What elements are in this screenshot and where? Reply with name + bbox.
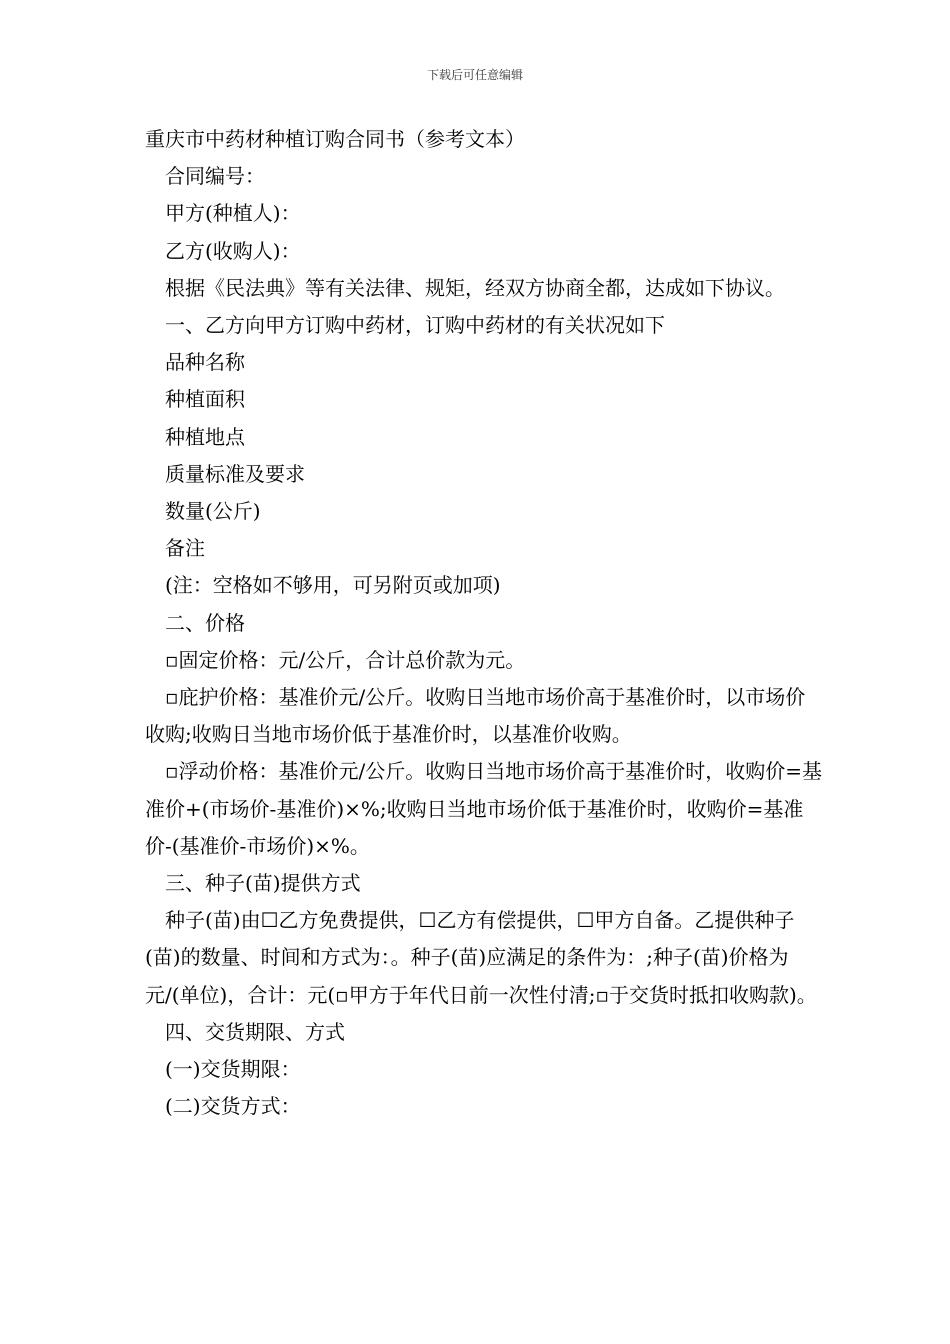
- delivery-method-line: (二)交货方式：: [165, 1094, 301, 1119]
- seed-supply-paragraph: 种子(苗)由☐乙方免费提供，☐乙方有偿提供，☐甲方自备。乙提供种子(苗)的数量、时间和方式为：。种子(苗)应满足的条件为：;种子(苗)价格为元/(单位)，合计：元(▫甲方于年代日前一次性付清;▫于交货时抵扣收购款)。: [145, 908, 817, 1007]
- item-quality-standard: 质量标准及要求: [165, 461, 305, 486]
- item-planting-area: 种植面积: [165, 387, 245, 412]
- contract-number-line: 合同编号：: [165, 164, 265, 189]
- document-title: 重庆市中药材种植订购合同书（参考文本）: [145, 127, 525, 151]
- price-option-protected: ▫庇护价格：基准价元/公斤。收购日当地市场价高于基准价时，以市场价收购;收购日当地市场价低于基准价时，以基准价收购。: [145, 685, 806, 747]
- item-quantity: 数量(公斤): [165, 499, 261, 524]
- document-body: [145, 121, 825, 1125]
- section-2-heading: 二、价格: [165, 610, 245, 635]
- party-a-line: 甲方(种植人)：: [165, 201, 301, 226]
- section-4-heading: 四、交货期限、方式: [165, 1019, 345, 1044]
- item-planting-location: 种植地点: [165, 424, 245, 449]
- preamble-paragraph: 根据《民法典》等有关法律、规矩，经双方协商全都，达成如下协议。: [165, 275, 785, 300]
- page-header-note: 下载后可任意编辑: [426, 68, 523, 82]
- item-remarks: 备注: [165, 536, 205, 561]
- item-variety-name: 品种名称: [165, 350, 245, 375]
- price-option-floating: ▫浮动价格：基准价元/公斤。收购日当地市场价高于基准价时，收购价=基准价+(市场价-基准价)×%;收购日当地市场价低于基准价时，收购价=基准价-(基准价-市场价)×%。: [145, 759, 823, 858]
- delivery-deadline-line: (一)交货期限：: [165, 1057, 301, 1082]
- party-b-line: 乙方(收购人)：: [165, 238, 301, 263]
- section-3-heading: 三、种子(苗)提供方式: [165, 871, 361, 896]
- price-option-fixed: ▫固定价格：元/公斤，合计总价款为元。: [165, 647, 526, 672]
- section-1-note: (注：空格如不够用，可另附页或加项): [165, 573, 501, 598]
- section-1-heading: 一、乙方向甲方订购中药材，订购中药材的有关状况如下: [165, 313, 665, 338]
